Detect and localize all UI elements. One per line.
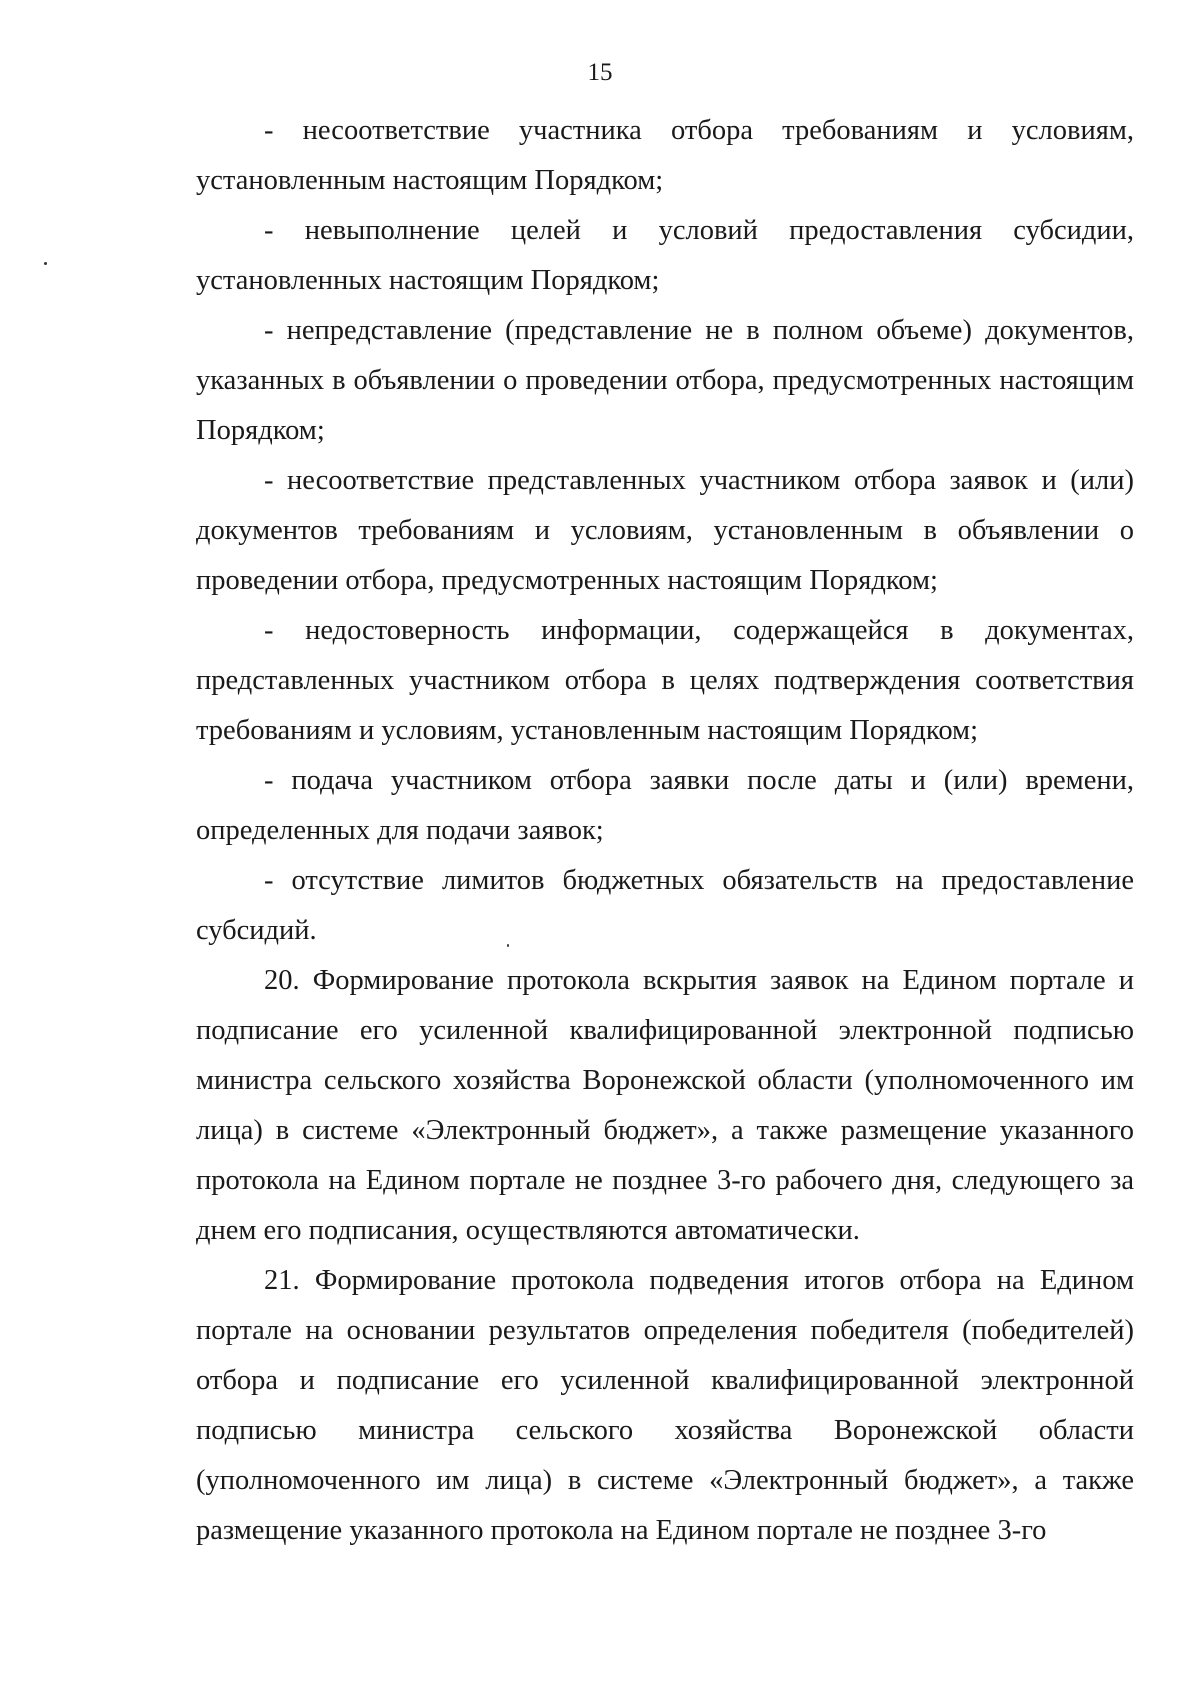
page-number: 15: [587, 59, 613, 86]
bullet-no-budget-limits: - отсутствие лимитов бюджетных обязательств на предоставление субсидий.: [196, 865, 1134, 946]
scan-speck: [44, 262, 47, 265]
document-body: [196, 106, 1134, 1556]
clause-20: 20. Формирование протокола вскрытия заявок на Едином портале и подписание его усиленной квалифицированной электронной подписью министра сельского хозяйства Воронежской области (уполномоченного им лица) в системе «Электронный бюджет», а также размещение указанного протокола на Едином портале не позднее 3-го рабочего дня, следующего за днем его подписания, осуществляются автоматически.: [196, 965, 1134, 1246]
clause-21: 21. Формирование протокола подведения итогов отбора на Едином портале на основании результатов определения победителя (победителей) отбора и подписание его усиленной квалифицированной электронной подписью министра сельского хозяйства Воронежской области (уполномоченного им лица) в системе «Электронный бюджет», а также размещение указанного протокола на Едином портале не позднее 3-го: [196, 1265, 1134, 1546]
bullet-noncompliance-participant: - несоответствие участника отбора требованиям и условиям, установленным настоящим Порядком;: [196, 115, 1134, 196]
scan-speck: [507, 944, 509, 947]
bullet-late-submission: - подача участником отбора заявки после даты и (или) времени, определенных для подачи заявок;: [196, 765, 1134, 846]
bullet-unreliable-information: - недостоверность информации, содержащейся в документах, представленных участником отбора в целях подтверждения соответствия требованиям и условиям, установленным настоящим Порядком;: [196, 615, 1134, 746]
bullet-documents-not-submitted: - непредставление (представление не в полном объеме) документов, указанных в объявлении о проведении отбора, предусмотренных настоящим Порядком;: [196, 315, 1134, 446]
bullet-noncompliance-applications: - несоответствие представленных участником отбора заявок и (или) документов требованиям и условиям, установленным в объявлении о проведении отбора, предусмотренных настоящим Порядком;: [196, 465, 1134, 596]
bullet-nonfulfillment-goals: - невыполнение целей и условий предоставления субсидии, установленных настоящим Порядком;: [196, 215, 1134, 296]
